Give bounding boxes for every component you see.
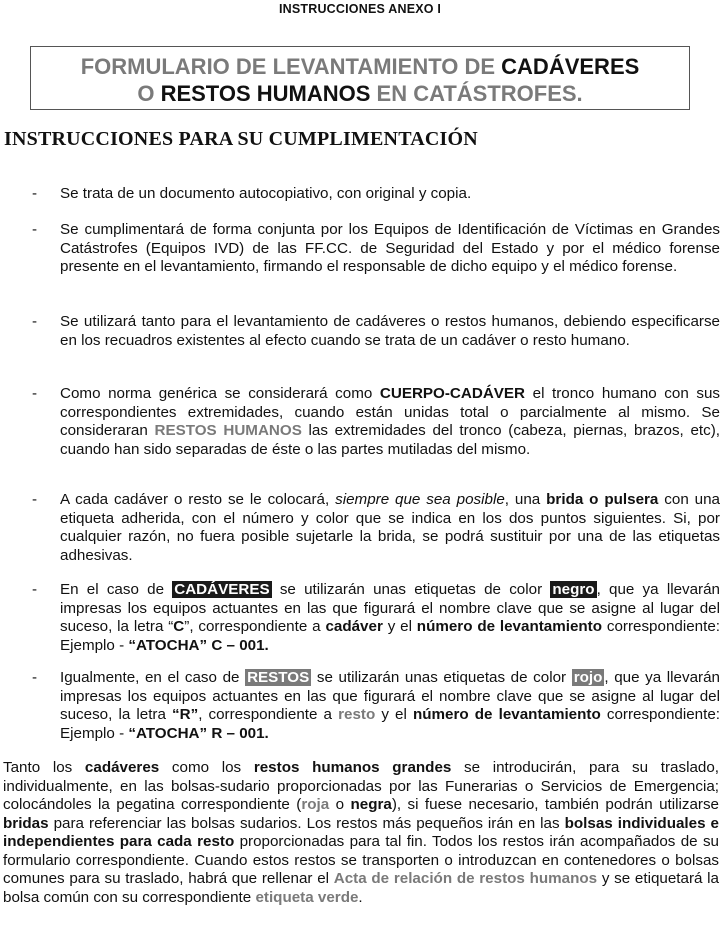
highlight-negro: negro bbox=[552, 581, 595, 598]
instruction-item-3 bbox=[30, 313, 720, 350]
form-title-line-1: FORMULARIO DE LEVANTAMIENTO DE CADÁVERES bbox=[80, 54, 640, 79]
instruction-text: En el caso de CADÁVERES se utilizarán unas etiquetas de color negro , que ya llevarán impresas los equipos actuantes en las que figurará el nombre clave que se asigne al lugar del suceso, la letra “C”, correspondiente a cadáver y el número de levantamiento correspondiente: Ejemplo - “ATOCHA” C – 001. bbox=[60, 581, 720, 654]
instruction-text: Se trata de un documento autocopiativo, con original y copia. bbox=[60, 185, 472, 202]
bullet-dash: - bbox=[32, 581, 38, 598]
form-title-box bbox=[30, 46, 690, 110]
bullet-dash: - bbox=[32, 185, 38, 202]
closing-paragraph: Tanto los cadáveres como los restos humanos grandes se introducirán, para su traslado, individualmente, en las bolsas-sudario proporcionadas por las Funerarias o Servicios de Emergencia; colocándoles la pegatina correspondiente (roja o negra), si fuese necesario, también podrán utilizarse bridas para referenciar las bolsas sudarios. Los restos más pequeños irán en las bolsas individuales e independientes para cada resto proporcionadas para tal fin. Todos los restos irán acompañados de su formulario correspondiente. Cuando estos restos se transporten o introduzcan en contenedores o bolsas comunes para su traslado, habrá que rellenar el Acta de relación de restos humanos y se etiquetará la bolsa común con su correspondiente etiqueta verde. bbox=[3, 759, 719, 906]
bullet-dash: - bbox=[32, 221, 38, 238]
instruction-text: Se utilizará tanto para el levantamiento de cadáveres o restos humanos, debiendo especificarse en los recuadros existentes al efecto cuando se trata de un cadáver o resto humano. bbox=[60, 313, 720, 349]
instruction-item-7 bbox=[30, 669, 720, 743]
instruction-item-2 bbox=[30, 221, 720, 277]
form-title-line-2: O RESTOS HUMANOS EN CATÁSTROFES. bbox=[137, 81, 583, 106]
bullet-dash: - bbox=[32, 313, 38, 330]
instruction-item-1 bbox=[30, 185, 720, 204]
bullet-dash: - bbox=[32, 385, 38, 402]
page-header: INSTRUCCIONES ANEXO I bbox=[278, 2, 442, 16]
instruction-text: Igualmente, en el caso de RESTOS se utilizarán unas etiquetas de color rojo , que ya llevarán impresas los equipos actuantes en las que figurará el nombre clave que se asigne al lugar del suceso, la letra “R”, correspondiente a resto y el número de levantamiento correspondiente: Ejemplo - “ATOCHA” R – 001. bbox=[60, 669, 720, 742]
instruction-text: A cada cadáver o resto se le colocará, siempre que sea posible, una brida o pulsera con una etiqueta adherida, con el número y color que se indica en los dos puntos siguientes. Si, por cualquier razón, no fuera posible sujetarle la brida, se podrá sustituir por una de las etiquetas adhesivas. bbox=[60, 491, 720, 564]
highlight-rojo: rojo bbox=[573, 669, 603, 686]
section-title: INSTRUCCIONES PARA SU CUMPLIMENTACIÓN bbox=[4, 128, 478, 150]
instruction-text: Como norma genérica se considerará como CUERPO-CADÁVER el tronco humano con sus correspondientes extremidades, cuando están unidas total o parcialmente al mismo. Se consideraran RESTOS HUMANOS las extremidades del tronco (cabeza, piernas, brazos, etc), cuando han sido separadas de éste o las partes mutiladas del mismo. bbox=[60, 385, 720, 458]
bullet-dash: - bbox=[32, 669, 38, 686]
instruction-item-6 bbox=[30, 581, 720, 655]
highlight-cadaveres: CADÁVERES bbox=[174, 581, 270, 598]
highlight-restos: RESTOS bbox=[247, 669, 310, 686]
instruction-item-5 bbox=[30, 491, 720, 565]
instruction-text: Se cumplimentará de forma conjunta por los Equipos de Identificación de Víctimas en Grandes Catástrofes (Equipos IVD) de las FF.CC. de Seguridad del Estado y por el médico forense presente en el levantamiento, firmando el responsable de dicho equipo y el médico forense. bbox=[60, 221, 720, 275]
bullet-dash: - bbox=[32, 491, 38, 508]
instruction-item-4 bbox=[30, 385, 720, 459]
